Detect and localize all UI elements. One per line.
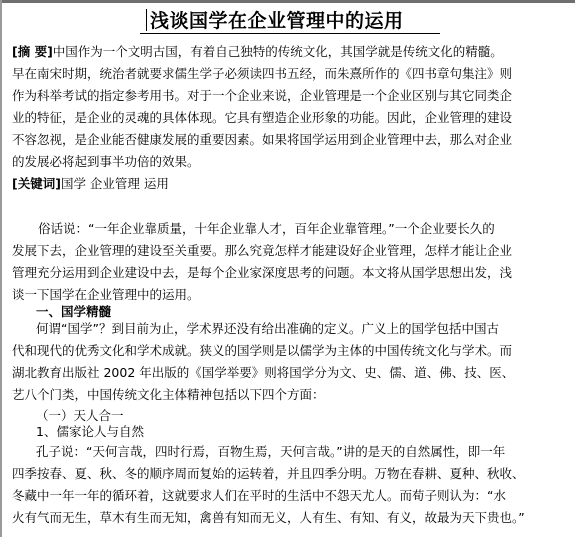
intro-line-3: 管理充分运用到企业建设中去，是每个企业家深度思考的问题。本文将从国学思想出发，浅: [12, 265, 513, 280]
subheading-2: 1、儒家论人与自然: [36, 424, 144, 439]
abstract-line-1: [12, 45, 503, 59]
final-line-4: 火有气而无生，草木有生而无知，禽兽有知而无义，人有生、有知、有义，故最为天下贵也。”: [12, 510, 525, 525]
abstract-line-5: 不容忽视，是企业能否健康发展的重要因素。如果将国学运用到企业管理中去，那么对企业: [12, 132, 513, 147]
subheading-1: （一）天人合一: [36, 408, 124, 423]
keywords-line: [12, 177, 169, 191]
intro-line-2: 发展下去，企业管理的建设至关重要。那么究竟怎样才能建设好企业管理，怎样才能让企业: [12, 243, 513, 258]
text-cursor: [146, 9, 147, 31]
section1-line-2: 代和现代的优秀文化和学术成就。狭义的国学则是以儒学为主体的中国传统文化与学术。而: [12, 343, 513, 358]
final-line-3: 冬藏中一年一年的循环着，这就要求人们在平时的生活中不怨天尤人。而荀子则认为：“水: [12, 488, 506, 503]
final-line-1: 孔子说：“天何言哉，四时行焉，百物生焉，天何言哉。”讲的是天的自然属性，即一年: [36, 444, 506, 459]
top-rule: [0, 0, 575, 3]
left-rule: [0, 0, 2, 537]
abstract-label: [摘 要]: [12, 44, 53, 59]
abstract-line-4: 业的特征，是企业的灵魂的具体体现。它具有塑造企业形象的功能。因此，企业管理的建设: [12, 110, 513, 125]
abstract-line-2: 早在南宋时期，统治者就要求儒生学子必须读四书五经，而朱熹所作的《四书章句集注》则: [12, 66, 513, 81]
document-title: 浅谈国学在企业管理中的运用: [150, 10, 404, 32]
keywords-text: 国学 企业管理 运用: [60, 176, 169, 191]
abstract-line-6: 的发展必将起到事半功倍的效果。: [12, 154, 200, 169]
keywords-label: [关键词]: [12, 176, 61, 191]
final-line-2: 四季按春、夏、秋、冬的顺序周而复始的运转着，并且四季分明。万物在春耕、夏种、秋收、: [12, 466, 525, 481]
section1-line-4: 艺八个门类，中国传统文化主体精神包括以下四个方面：: [12, 387, 325, 402]
intro-line-4: 谈一下国学在企业管理中的运用。: [12, 287, 200, 302]
intro-line-1: 俗话说：“一年企业靠质量，十年企业靠人才，百年企业靠管理。”一个企业要长久的: [38, 221, 495, 236]
abstract-line-3: 作为科举考试的指定参考用书。对于一个企业来说，企业管理是一个企业区别与其它同类企: [12, 88, 513, 103]
abstract-text-1: 中国作为一个文明古国，有着自己独特的传统文化，其国学就是传统文化的精髓。: [52, 44, 503, 59]
section1-heading: 一、国学精髓: [36, 304, 112, 319]
section1-line-3: 湖北教育出版社 2002 年出版的《国学举要》则将国学分为文、史、儒、道、佛、技、医、: [12, 365, 515, 380]
section1-line-1: 何谓“国学”？到目前为止，学术界还没有给出准确的定义。广义上的国学包括中国古: [36, 321, 499, 336]
title-underline: [140, 33, 440, 34]
